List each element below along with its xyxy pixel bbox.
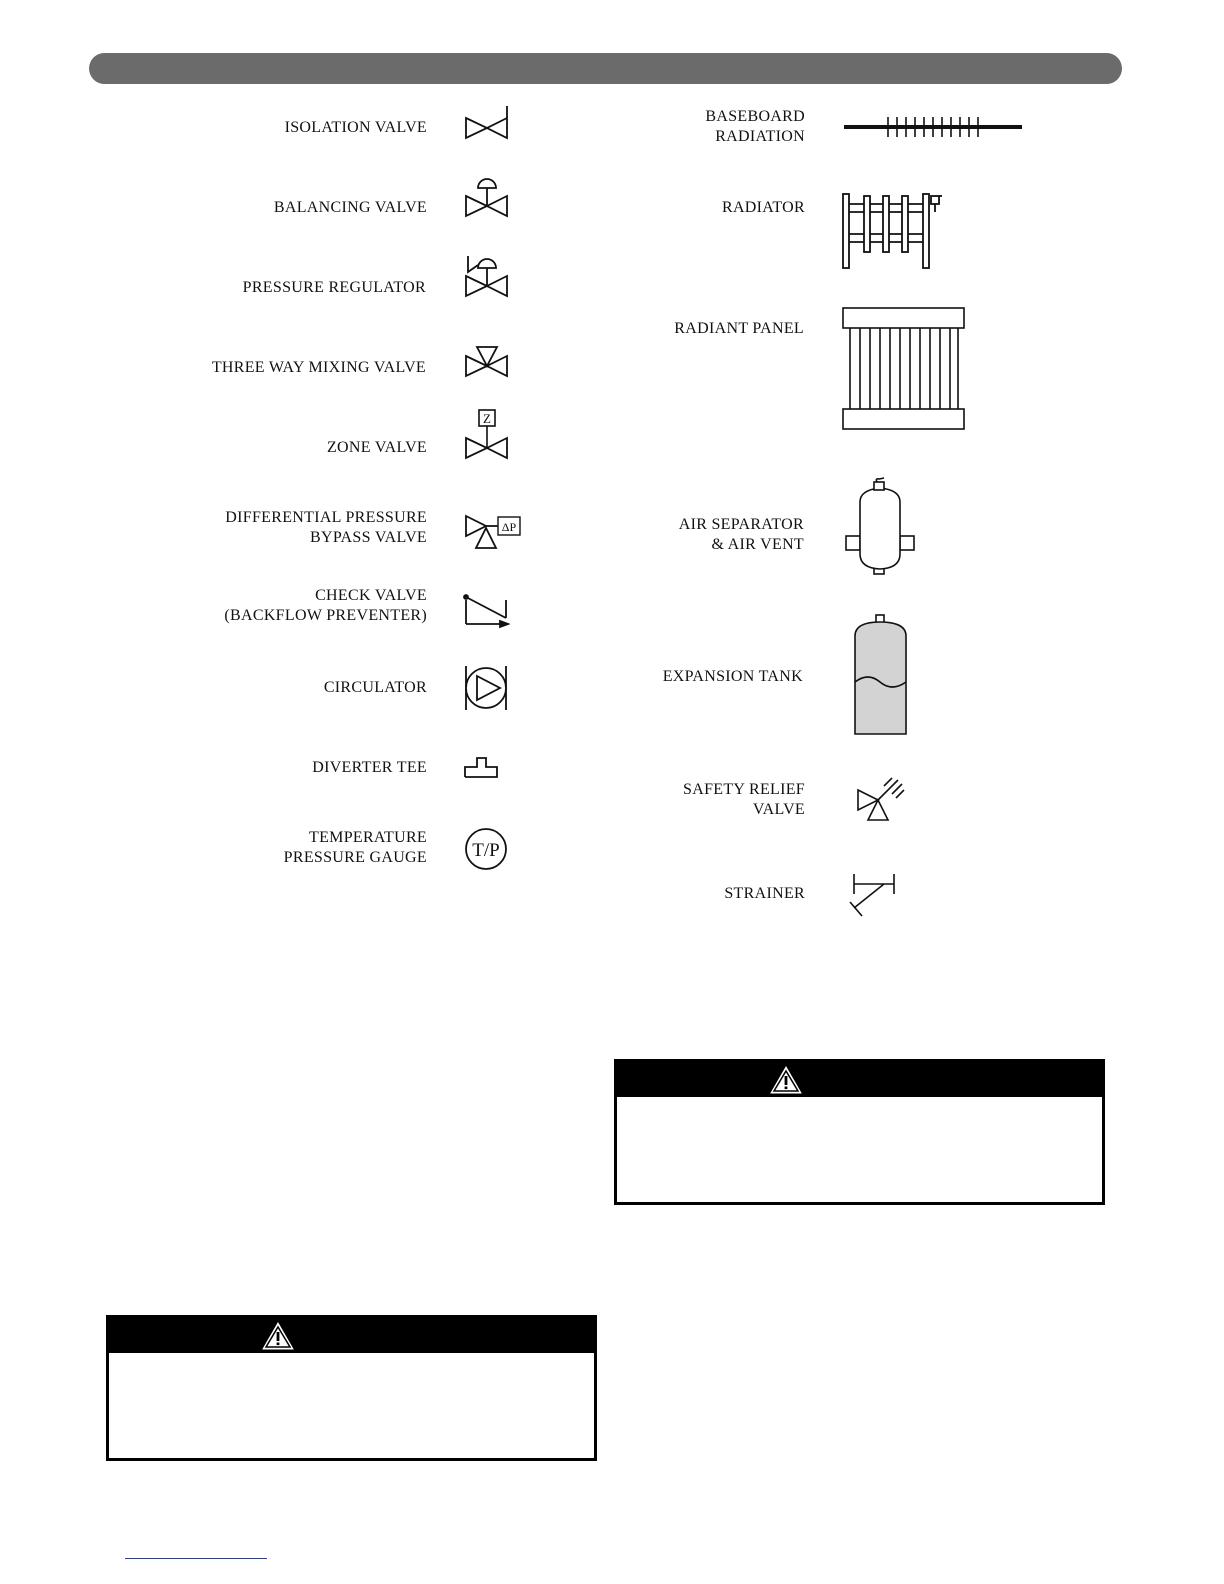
temperature-pressure-gauge-icon: [462, 826, 512, 872]
warning-header: [109, 1318, 594, 1353]
isolation-valve-icon: [462, 104, 512, 140]
baseboard-radiation-icon: [842, 114, 1024, 140]
circulator-icon: [462, 664, 512, 712]
radiant-panel-icon: [840, 306, 968, 432]
label-radiant-panel: [674, 319, 804, 339]
label-safety-relief-valve: [683, 780, 805, 820]
warning-header: [617, 1062, 1102, 1097]
diverter-tee-icon: [462, 755, 506, 783]
label-line: PRESSURE REGULATOR: [242, 279, 426, 296]
label-line: CIRCULATOR: [323, 679, 427, 696]
label-line: DIFFERENTIAL PRESSURE: [225, 509, 427, 526]
warning-box-right: [614, 1059, 1105, 1205]
expansion-tank-icon: [850, 612, 912, 740]
label-line: ISOLATION VALVE: [284, 119, 427, 136]
label-line: EXPANSION TANK: [662, 668, 803, 685]
balancing-valve-icon: [462, 176, 512, 220]
delta-p-text: ΔP: [501, 520, 517, 534]
label-line: AIR SEPARATOR: [678, 516, 804, 533]
label-line: RADIANT PANEL: [674, 320, 804, 337]
label-line: BASEBOARD: [705, 108, 805, 125]
label-diverter-tee: [312, 758, 427, 778]
label-line: CHECK VALVE: [315, 587, 427, 604]
safety-relief-valve-icon: [854, 776, 906, 824]
label-check-valve: [224, 586, 427, 626]
label-expansion-tank: [663, 667, 803, 687]
tp-text: T/P: [472, 840, 500, 861]
label-line: ZONE VALVE: [326, 439, 427, 456]
pressure-regulator-icon: [462, 254, 512, 300]
label-temperature-pressure-gauge: [284, 828, 427, 868]
label-line: VALVE: [752, 801, 805, 818]
label-balancing-valve: [274, 198, 427, 218]
label-baseboard-radiation: [705, 107, 805, 147]
air-separator-icon: [842, 476, 918, 578]
label-line: DIVERTER TEE: [312, 759, 427, 776]
warning-triangle-icon: [261, 1321, 295, 1351]
label-zone-valve: [327, 438, 427, 458]
label-line: BYPASS VALVE: [310, 529, 427, 546]
label-circulator: [324, 678, 427, 698]
zone-valve-icon: [462, 408, 512, 462]
label-line: SAFETY RELIEF: [683, 781, 805, 798]
label-differential-pressure-bypass-valve: [225, 508, 427, 548]
label-air-separator: [679, 515, 804, 555]
radiator-icon: [838, 190, 948, 272]
strainer-icon: [848, 870, 900, 920]
label-line: STRAINER: [724, 885, 805, 902]
three-way-mixing-valve-icon: [462, 344, 512, 382]
label-three-way-mixing-valve: [212, 358, 426, 378]
header-bar: [89, 53, 1122, 84]
label-radiator: [722, 198, 805, 218]
label-line: TEMPERATURE: [309, 829, 427, 846]
label-line: RADIATION: [715, 128, 805, 145]
label-isolation-valve: [285, 118, 427, 138]
label-line: RADIATOR: [721, 199, 805, 216]
label-line: BALANCING VALVE: [273, 199, 427, 216]
label-line: THREE WAY MIXING VALVE: [211, 359, 426, 376]
label-line: PRESSURE GAUGE: [283, 849, 427, 866]
zone-valve-z-text: Z: [483, 411, 491, 426]
footer-link-underline[interactable]: [125, 1558, 267, 1559]
label-pressure-regulator: [243, 278, 426, 298]
differential-pressure-bypass-valve-icon: [462, 512, 526, 552]
label-line: (BACKFLOW PREVENTER): [224, 607, 427, 624]
warning-triangle-icon: [769, 1065, 803, 1095]
check-valve-icon: [462, 592, 512, 632]
label-strainer: [724, 884, 805, 904]
label-line: & AIR VENT: [711, 536, 804, 553]
warning-box-left: [106, 1315, 597, 1461]
